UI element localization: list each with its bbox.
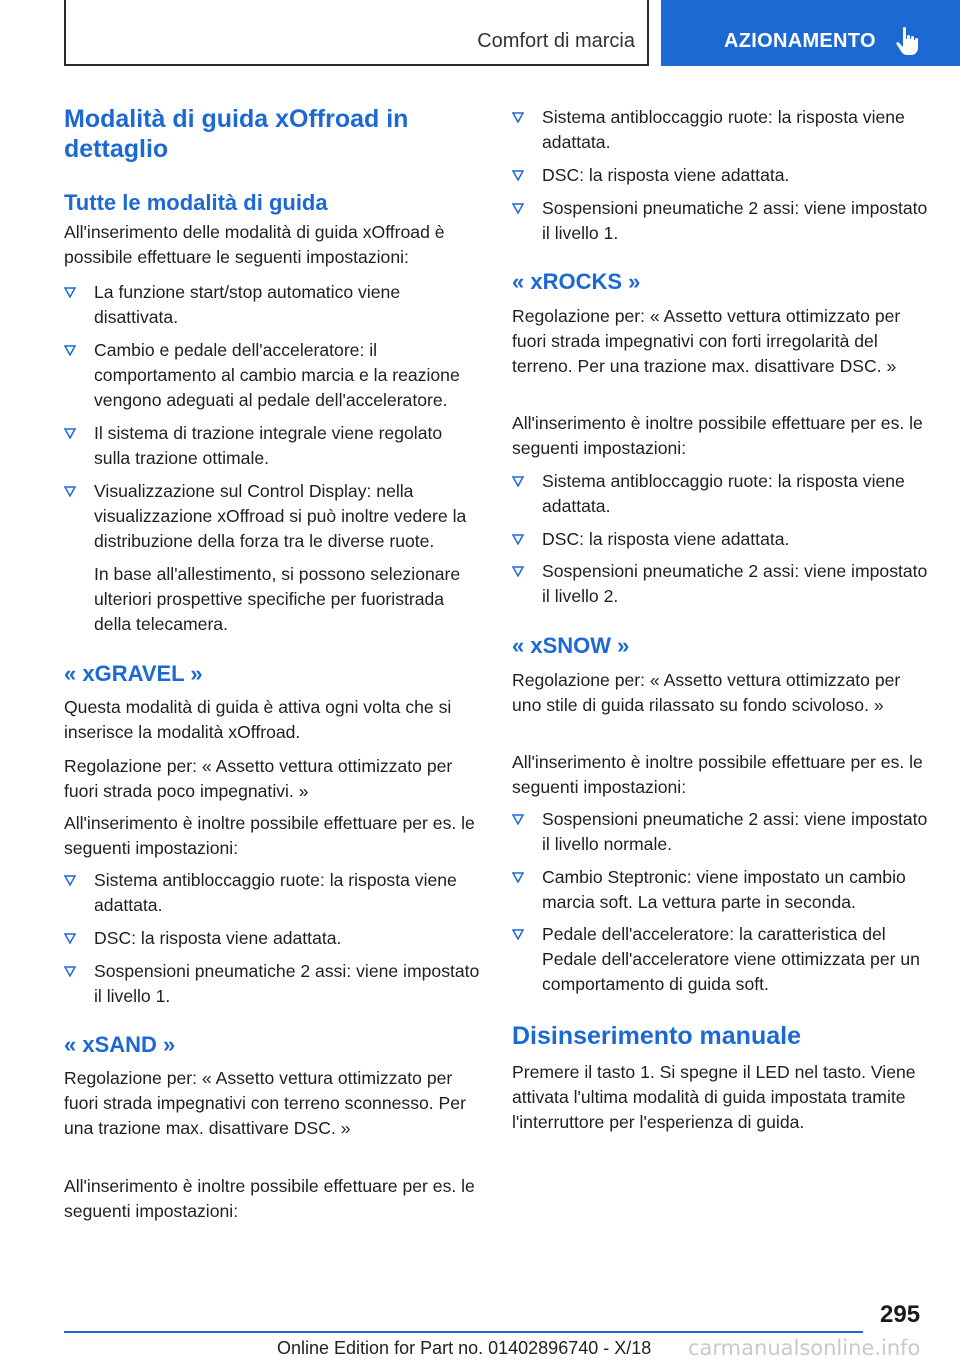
heading-all-modes: Tutte le modalità di guida bbox=[64, 190, 328, 215]
pointing-hand-icon bbox=[894, 26, 922, 56]
xgravel-p3: All'inserimento è inoltre possibile effettuare per es. le seguenti impostazioni: bbox=[64, 813, 475, 858]
list-item: Sistema antibloccaggio ruote: la risposta viene adattata. bbox=[512, 469, 932, 519]
list-item: Sospensioni pneumatiche 2 assi: viene impostato il livello normale. bbox=[512, 807, 932, 857]
header-section-title: Comfort di marcia bbox=[477, 30, 635, 52]
triangle-bullet-icon bbox=[512, 872, 524, 883]
footer-watermark: carmanualsonline.info bbox=[688, 1336, 921, 1360]
triangle-bullet-icon bbox=[64, 966, 76, 977]
list-item: Sistema antibloccaggio ruote: la risposta viene adattata. bbox=[64, 868, 480, 918]
xgravel-p1: Questa modalità di guida è attiva ogni volta che si inserisce la modalità xOffroad. bbox=[64, 697, 452, 742]
footer-edition: Online Edition for Part no. 01402896740 - X/18 bbox=[277, 1338, 652, 1358]
heading-manual-off: Disinserimento manuale bbox=[512, 1022, 801, 1050]
triangle-bullet-icon bbox=[512, 929, 524, 940]
xsnow-p2: All'inserimento è inoltre possibile effettuare per es. le seguenti impostazioni: bbox=[512, 752, 923, 797]
xsnow-p1: Regolazione per: « Assetto vettura ottimizzato per uno stile di guida rilassato su fondo scivoloso. » bbox=[512, 670, 901, 715]
footer-divider bbox=[64, 1331, 863, 1333]
triangle-bullet-icon bbox=[64, 345, 76, 356]
xgravel-p2: Regolazione per: « Assetto vettura ottimizzato per fuori strada poco impegnativi. » bbox=[64, 756, 453, 801]
xrocks-p1: Regolazione per: « Assetto vettura ottimizzato per fuori strada impegnativi con forti irregolarità del terreno. Per una trazione max. disattivare DSC. » bbox=[512, 306, 901, 376]
list-item: Il sistema di trazione integrale viene regolato sulla trazione ottimale. bbox=[64, 421, 480, 471]
section-title: Modalità di guida xOffroad in dettaglio bbox=[64, 105, 409, 163]
triangle-bullet-icon bbox=[512, 566, 524, 577]
heading-xgravel: « xGRAVEL » bbox=[64, 661, 203, 686]
xrocks-p2: All'inserimento è inoltre possibile effettuare per es. le seguenti impostazioni: bbox=[512, 413, 923, 458]
header-chapter-title: AZIONAMENTO bbox=[724, 30, 876, 52]
heading-xsand: « xSAND » bbox=[64, 1032, 176, 1057]
xsand-p1: Regolazione per: « Assetto vettura ottimizzato per fuori strada impegnativi con terreno sconnesso. Per una trazione max. disattivare DSC. » bbox=[64, 1068, 466, 1138]
triangle-bullet-icon bbox=[64, 428, 76, 439]
list-item: DSC: la risposta viene adattata. bbox=[512, 527, 932, 552]
triangle-bullet-icon bbox=[64, 875, 76, 886]
list-item: Sistema antibloccaggio ruote: la risposta viene adattata. bbox=[512, 105, 932, 155]
triangle-bullet-icon bbox=[512, 814, 524, 825]
all-modes-note: In base all'allestimento, si possono selezionare ulteriori prospettive specifiche per fuoristrada della telecamera. bbox=[94, 564, 461, 634]
triangle-bullet-icon bbox=[64, 933, 76, 944]
list-item: Cambio Steptronic: viene impostato un cambio marcia soft. La vettura parte in seconda. bbox=[512, 865, 932, 915]
list-item: Sospensioni pneumatiche 2 assi: viene impostato il livello 2. bbox=[512, 559, 932, 609]
page-number: 295 bbox=[880, 1301, 921, 1328]
list-item: Sospensioni pneumatiche 2 assi: viene impostato il livello 1. bbox=[64, 959, 480, 1009]
triangle-bullet-icon bbox=[512, 203, 524, 214]
list-item: La funzione start/stop automatico viene disattivata. bbox=[64, 280, 480, 330]
triangle-bullet-icon bbox=[512, 112, 524, 123]
triangle-bullet-icon bbox=[512, 534, 524, 545]
triangle-bullet-icon bbox=[512, 170, 524, 181]
manual-off-p1: Premere il tasto 1. Si spegne il LED nel tasto. Viene attivata l'ultima modalità di guida impostata tramite l'interruttore per l'esperienza di guida. bbox=[512, 1062, 916, 1132]
list-item: Visualizzazione sul Control Display: nella visualizzazione xOffroad si può inoltre vedere la distribuzione della forza tra le diverse ruote. bbox=[64, 479, 480, 554]
heading-xrocks: « xROCKS » bbox=[512, 269, 641, 294]
list-item: Sospensioni pneumatiche 2 assi: viene impostato il livello 1. bbox=[512, 196, 932, 246]
list-item: Pedale dell'acceleratore: la caratteristica del Pedale dell'acceleratore viene ottimizzata per un comportamento di guida soft. bbox=[512, 922, 932, 997]
list-item: Cambio e pedale dell'acceleratore: il comportamento al cambio marcia e la reazione vengono adeguati al pedale dell'acceleratore. bbox=[64, 338, 480, 413]
heading-xsnow: « xSNOW » bbox=[512, 633, 630, 658]
list-item: DSC: la risposta viene adattata. bbox=[512, 163, 932, 188]
xsand-p2: All'inserimento è inoltre possibile effettuare per es. le seguenti impostazioni: bbox=[64, 1176, 475, 1221]
all-modes-intro: All'inserimento delle modalità di guida xOffroad è possibile effettuare le seguenti impostazioni: bbox=[64, 222, 445, 267]
triangle-bullet-icon bbox=[512, 476, 524, 487]
triangle-bullet-icon bbox=[64, 287, 76, 298]
list-item: DSC: la risposta viene adattata. bbox=[64, 926, 480, 951]
triangle-bullet-icon bbox=[64, 486, 76, 497]
